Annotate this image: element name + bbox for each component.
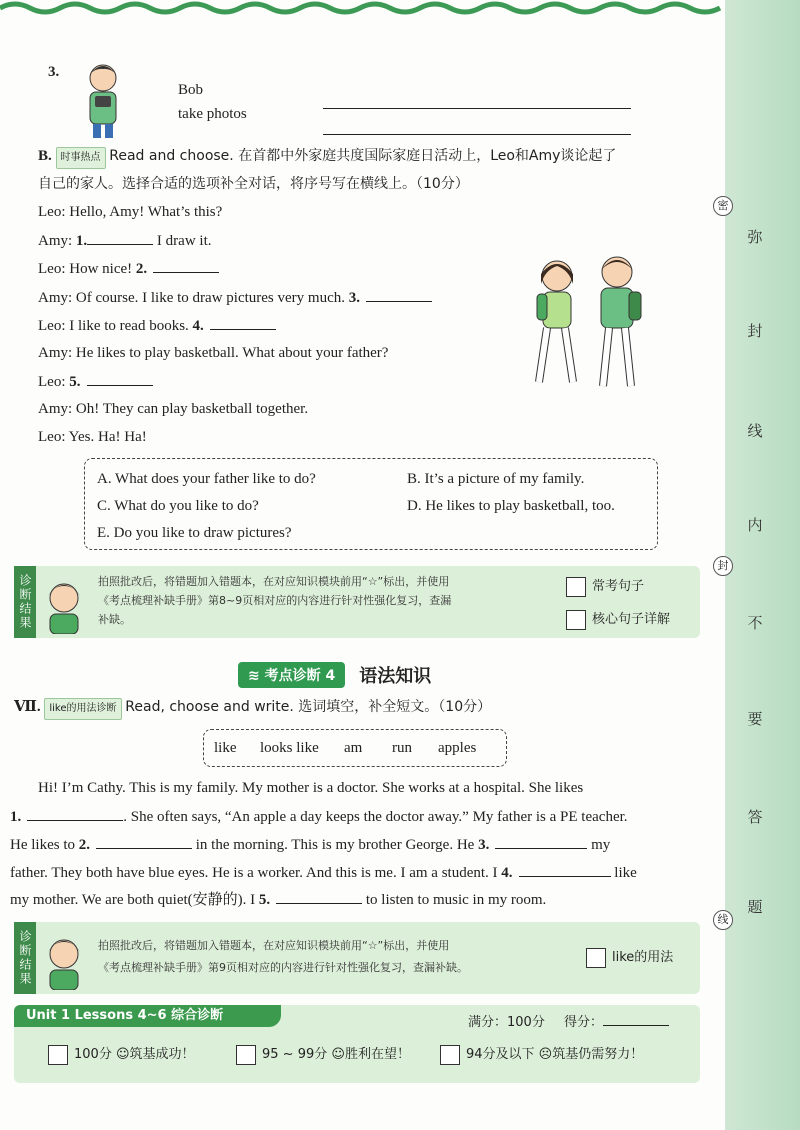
section-pill: ≋ 考点诊断 4 xyxy=(238,662,345,688)
diagnosis-text: 拍照批改后，将错题加入错题本，在对应知识模块前用“☆”标出，并使用 xyxy=(98,575,450,588)
two-kids-illustration xyxy=(525,250,655,400)
dialogue-line: Amy: Oh! They can play basketball together. xyxy=(38,401,309,417)
word-option: like xyxy=(214,740,237,756)
teacher-icon xyxy=(40,574,88,634)
partVII-label: Ⅶ. xyxy=(14,699,41,715)
section-title: 语法知识 xyxy=(359,666,432,687)
checkbox[interactable] xyxy=(440,1045,460,1065)
passage-line: my mother. We are both quiet(安静的). I 5. to listen to music in my room. xyxy=(10,889,546,910)
diagnosis-label: 诊断结果 xyxy=(14,922,36,994)
option-d: D. He likes to play basketball, too. xyxy=(407,498,615,514)
checkbox[interactable] xyxy=(48,1045,68,1065)
checkbox[interactable] xyxy=(566,577,586,597)
activity-label: take photos xyxy=(178,106,247,122)
option-e: E. Do you like to draw pictures? xyxy=(97,525,292,541)
checkbox-like-usage[interactable]: like的用法 xyxy=(586,946,673,968)
passage-line: He likes to 2. in the morning. This is my brother George. He 3. my xyxy=(10,834,610,855)
side-char: 线 xyxy=(747,422,763,440)
unit-summary-bar xyxy=(14,1005,700,1083)
diagnosis-text: 《考点梳理补缺手册》第8~9页相对应的内容进行针对性强化复习，查漏 xyxy=(98,594,452,607)
side-char: 不 xyxy=(747,614,763,632)
dialogue-line: Leo: 5. xyxy=(38,371,153,392)
word-option: apples xyxy=(438,740,477,756)
question-number: 3. xyxy=(48,64,60,80)
diagnosis-text: 《考点梳理补缺手册》第9页相对应的内容进行针对性强化复习，查漏补缺。 xyxy=(98,961,468,974)
smile-icon: ☺ xyxy=(111,1047,130,1062)
diagnosis-panel xyxy=(14,922,700,994)
diagnosis-text: 拍照批改后，将错题加入错题本，在对应知识模块前用“☆”标出，并使用 xyxy=(98,939,450,952)
smile-icon: ☺ xyxy=(327,1047,345,1062)
dialogue-line: Amy: Of course. I like to draw pictures very much. 3. xyxy=(38,287,432,308)
diagnosis-panel xyxy=(14,566,700,638)
dialogue-line: Leo: How nice! 2. xyxy=(38,258,219,279)
passage-line: father. They both have blue eyes. He is a worker. And this is me. I am a student. I 4. like xyxy=(10,862,637,883)
partB-instr-line1: Read and choose. 在首都中外家庭共度国际家庭日活动上，Leo和Amy谈论起了 xyxy=(109,148,617,164)
side-char: 封 xyxy=(747,322,763,340)
blank-2[interactable] xyxy=(96,834,192,849)
seal-mark: 线 xyxy=(713,910,733,930)
partVII-instruction xyxy=(14,697,491,720)
option-a: A. What does your father like to do? xyxy=(97,471,316,487)
hot-topic-tag: 时事热点 xyxy=(56,147,106,169)
checkbox[interactable] xyxy=(566,610,586,630)
word-option: run xyxy=(392,740,412,756)
blank-3[interactable] xyxy=(495,834,587,849)
seal-mark: 密 xyxy=(713,196,733,216)
option-c: C. What do you like to do? xyxy=(97,498,259,514)
answer-line[interactable] xyxy=(323,108,631,109)
option-b: B. It’s a picture of my family. xyxy=(407,471,585,487)
side-char: 要 xyxy=(747,710,763,728)
score-label: 得分： xyxy=(564,1011,669,1030)
blank-5[interactable] xyxy=(87,371,153,386)
word-option: looks like xyxy=(260,740,319,756)
checkbox-core-sentences[interactable]: 核心句子详解 xyxy=(566,608,670,630)
section-heading xyxy=(238,662,431,688)
dialogue-line: Amy: 1. I draw it. xyxy=(38,230,212,251)
blank-3[interactable] xyxy=(366,287,432,302)
side-char: 内 xyxy=(747,516,763,534)
passage-line: Hi! I’m Cathy. This is my family. My mother is a doctor. She works at a hospital. She likes xyxy=(38,780,584,796)
blank-1[interactable] xyxy=(87,230,153,245)
boy-with-camera-icon xyxy=(80,60,126,140)
dialogue-line: Leo: Yes. Ha! Ha! xyxy=(38,429,147,445)
side-char: 题 xyxy=(747,898,763,916)
blank-4[interactable] xyxy=(519,862,611,877)
full-score: 满分：100分 xyxy=(468,1015,545,1030)
dialogue-line: Leo: I like to read books. 4. xyxy=(38,315,276,336)
checkbox[interactable] xyxy=(236,1045,256,1065)
side-char: 弥 xyxy=(747,228,763,246)
rating-100: 100分 ☺筑基成功！ xyxy=(48,1043,195,1065)
checkbox-common-sentences[interactable]: 常考句子 xyxy=(566,575,644,597)
checkbox[interactable] xyxy=(586,948,606,968)
side-char: 答 xyxy=(747,808,763,826)
rating-94: 94分及以下 ☹筑基仍需努力！ xyxy=(440,1043,643,1065)
name-label: Bob xyxy=(178,82,204,98)
score-blank[interactable] xyxy=(603,1013,669,1026)
word-bank xyxy=(203,729,507,767)
top-wave-border xyxy=(0,0,725,22)
seal-line-strip xyxy=(725,0,800,1130)
like-usage-tag: like的用法诊断 xyxy=(44,698,121,720)
blank-5[interactable] xyxy=(276,889,362,904)
blank-1[interactable] xyxy=(27,806,123,821)
partB-instruction xyxy=(38,146,616,169)
rating-95: 95 ~ 99分 ☺胜利在望！ xyxy=(236,1043,410,1065)
blank-2[interactable] xyxy=(153,258,219,273)
diagnosis-text: 补缺。 xyxy=(98,613,131,626)
answer-line[interactable] xyxy=(323,134,631,135)
seal-mark: 封 xyxy=(713,556,733,576)
teacher-icon xyxy=(40,930,88,990)
blank-4[interactable] xyxy=(210,315,276,330)
word-option: am xyxy=(344,740,363,756)
partVII-instr: Read, choose and write. 选词填空，补全短文。（10分） xyxy=(125,699,492,715)
dialogue-line: Amy: He likes to play basketball. What about your father? xyxy=(38,345,389,361)
partB-instr-line2: 自己的家人。选择合适的选项补全对话，将序号写在横线上。（10分） xyxy=(38,176,469,192)
unit-label: Unit 1 Lessons 4~6 综合诊断 xyxy=(14,1005,281,1027)
passage-line: 1. . She often says, “An apple a day keeps the doctor away.” My father is a PE teacher. xyxy=(10,806,628,827)
partB-label: B. xyxy=(38,148,52,164)
diagnosis-label: 诊断结果 xyxy=(14,566,36,638)
sad-icon: ☹ xyxy=(534,1047,553,1062)
dialogue-line: Leo: Hello, Amy! What’s this? xyxy=(38,204,223,220)
